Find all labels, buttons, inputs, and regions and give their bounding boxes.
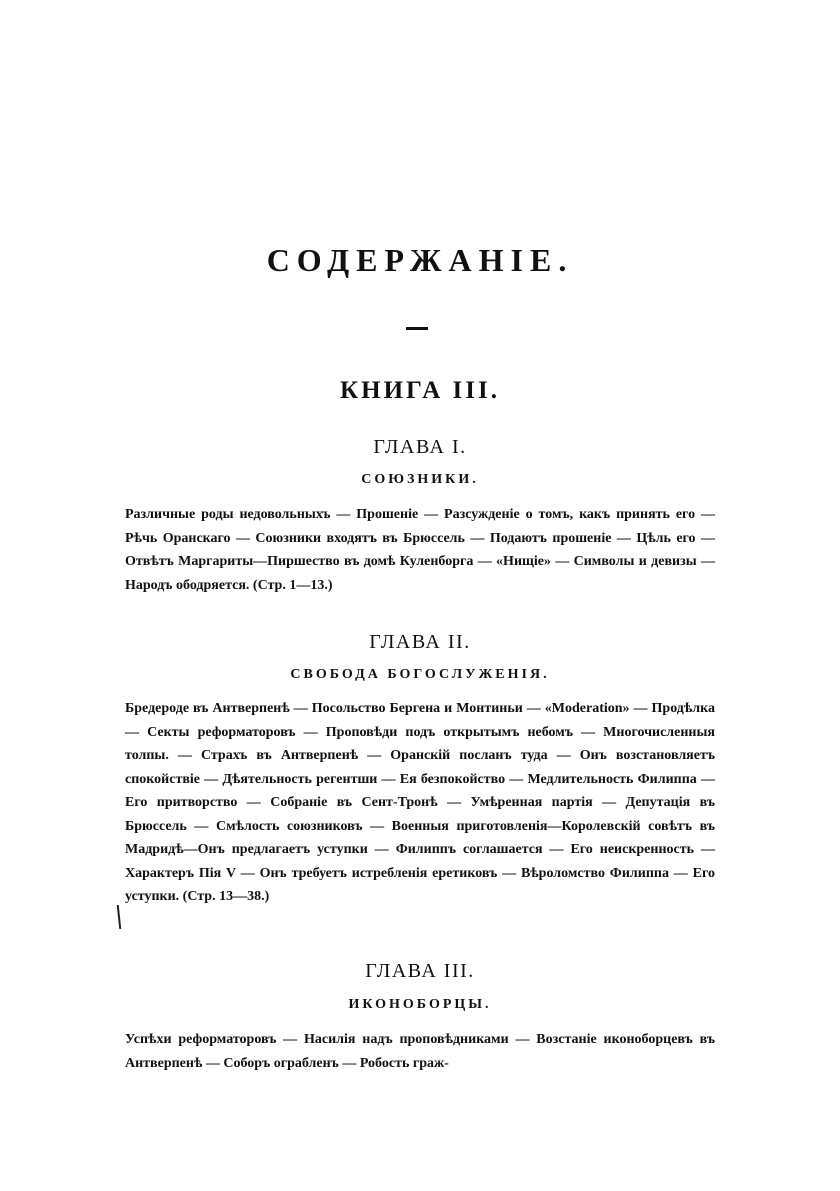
chapter-2-heading: ГЛАВА II. [369, 631, 471, 653]
page-title: СОДЕРЖАНІЕ. [266, 242, 574, 278]
chapter-1-heading: ГЛАВА I. [373, 436, 467, 458]
chapter-1-subtitle: СОЮЗНИКИ. [361, 472, 479, 487]
margin-pencil-mark [117, 905, 121, 929]
book-heading: КНИГА III. [340, 377, 500, 404]
chapter-3-summary: Успѣхи реформаторовъ — Насилія надъ проповѣдниками — Возстаніе иконоборцевъ въ Антверпенѣ — Соборъ ограбленъ — Робость граж- [125, 1032, 715, 1071]
chapter-3-subtitle: ИКОНОБОРЦЫ. [348, 997, 492, 1012]
title-rule [406, 327, 428, 330]
chapter-2-summary: Бредероде въ Антверпенѣ — Посольство Бергена и Монтиньи — «Moderation» — Продѣлка — Секты реформаторовъ — Проповѣди подъ открытымъ небомъ — Многочисленныя толпы. — Страхъ въ Антверпенѣ — Оранскій посланъ туда — Онъ возстановляетъ спокойствіе — Дѣятельность регентши — Ея безпокойство — Медлительность Филиппа — Его притворство — Собраніе въ Сент-Тронѣ — Умѣренная партія — Депутація въ Брюссель — Смѣлость союзниковъ — Военныя приготовленія—Королевскій совѣтъ въ Мадридѣ—Онъ предлагаетъ уступки — Филиппъ соглашается — Его неискренность — Характеръ Пія V — Онъ требуетъ истребленія еретиковъ — Вѣроломство Филиппа — Его уступки. (Стр. 13—38.) [125, 701, 715, 904]
chapter-3-heading: ГЛАВА III. [365, 960, 475, 982]
chapter-2-subtitle: СВОБОДА БОГОСЛУЖЕНІЯ. [290, 667, 550, 682]
chapter-1-summary: Различные роды недовольныхъ — Прошеніе — Разсужденіе о томъ, какъ принять его — Рѣчь Оранскаго — Союзники входятъ въ Брюссель — Подаютъ прошеніе — Цѣль его — Отвѣтъ Маргариты—Пиршество въ домѣ Куленборга — «Нищіе» — Символы и девизы — Народъ ободряется. (Стр. 1—13.) [125, 507, 715, 593]
